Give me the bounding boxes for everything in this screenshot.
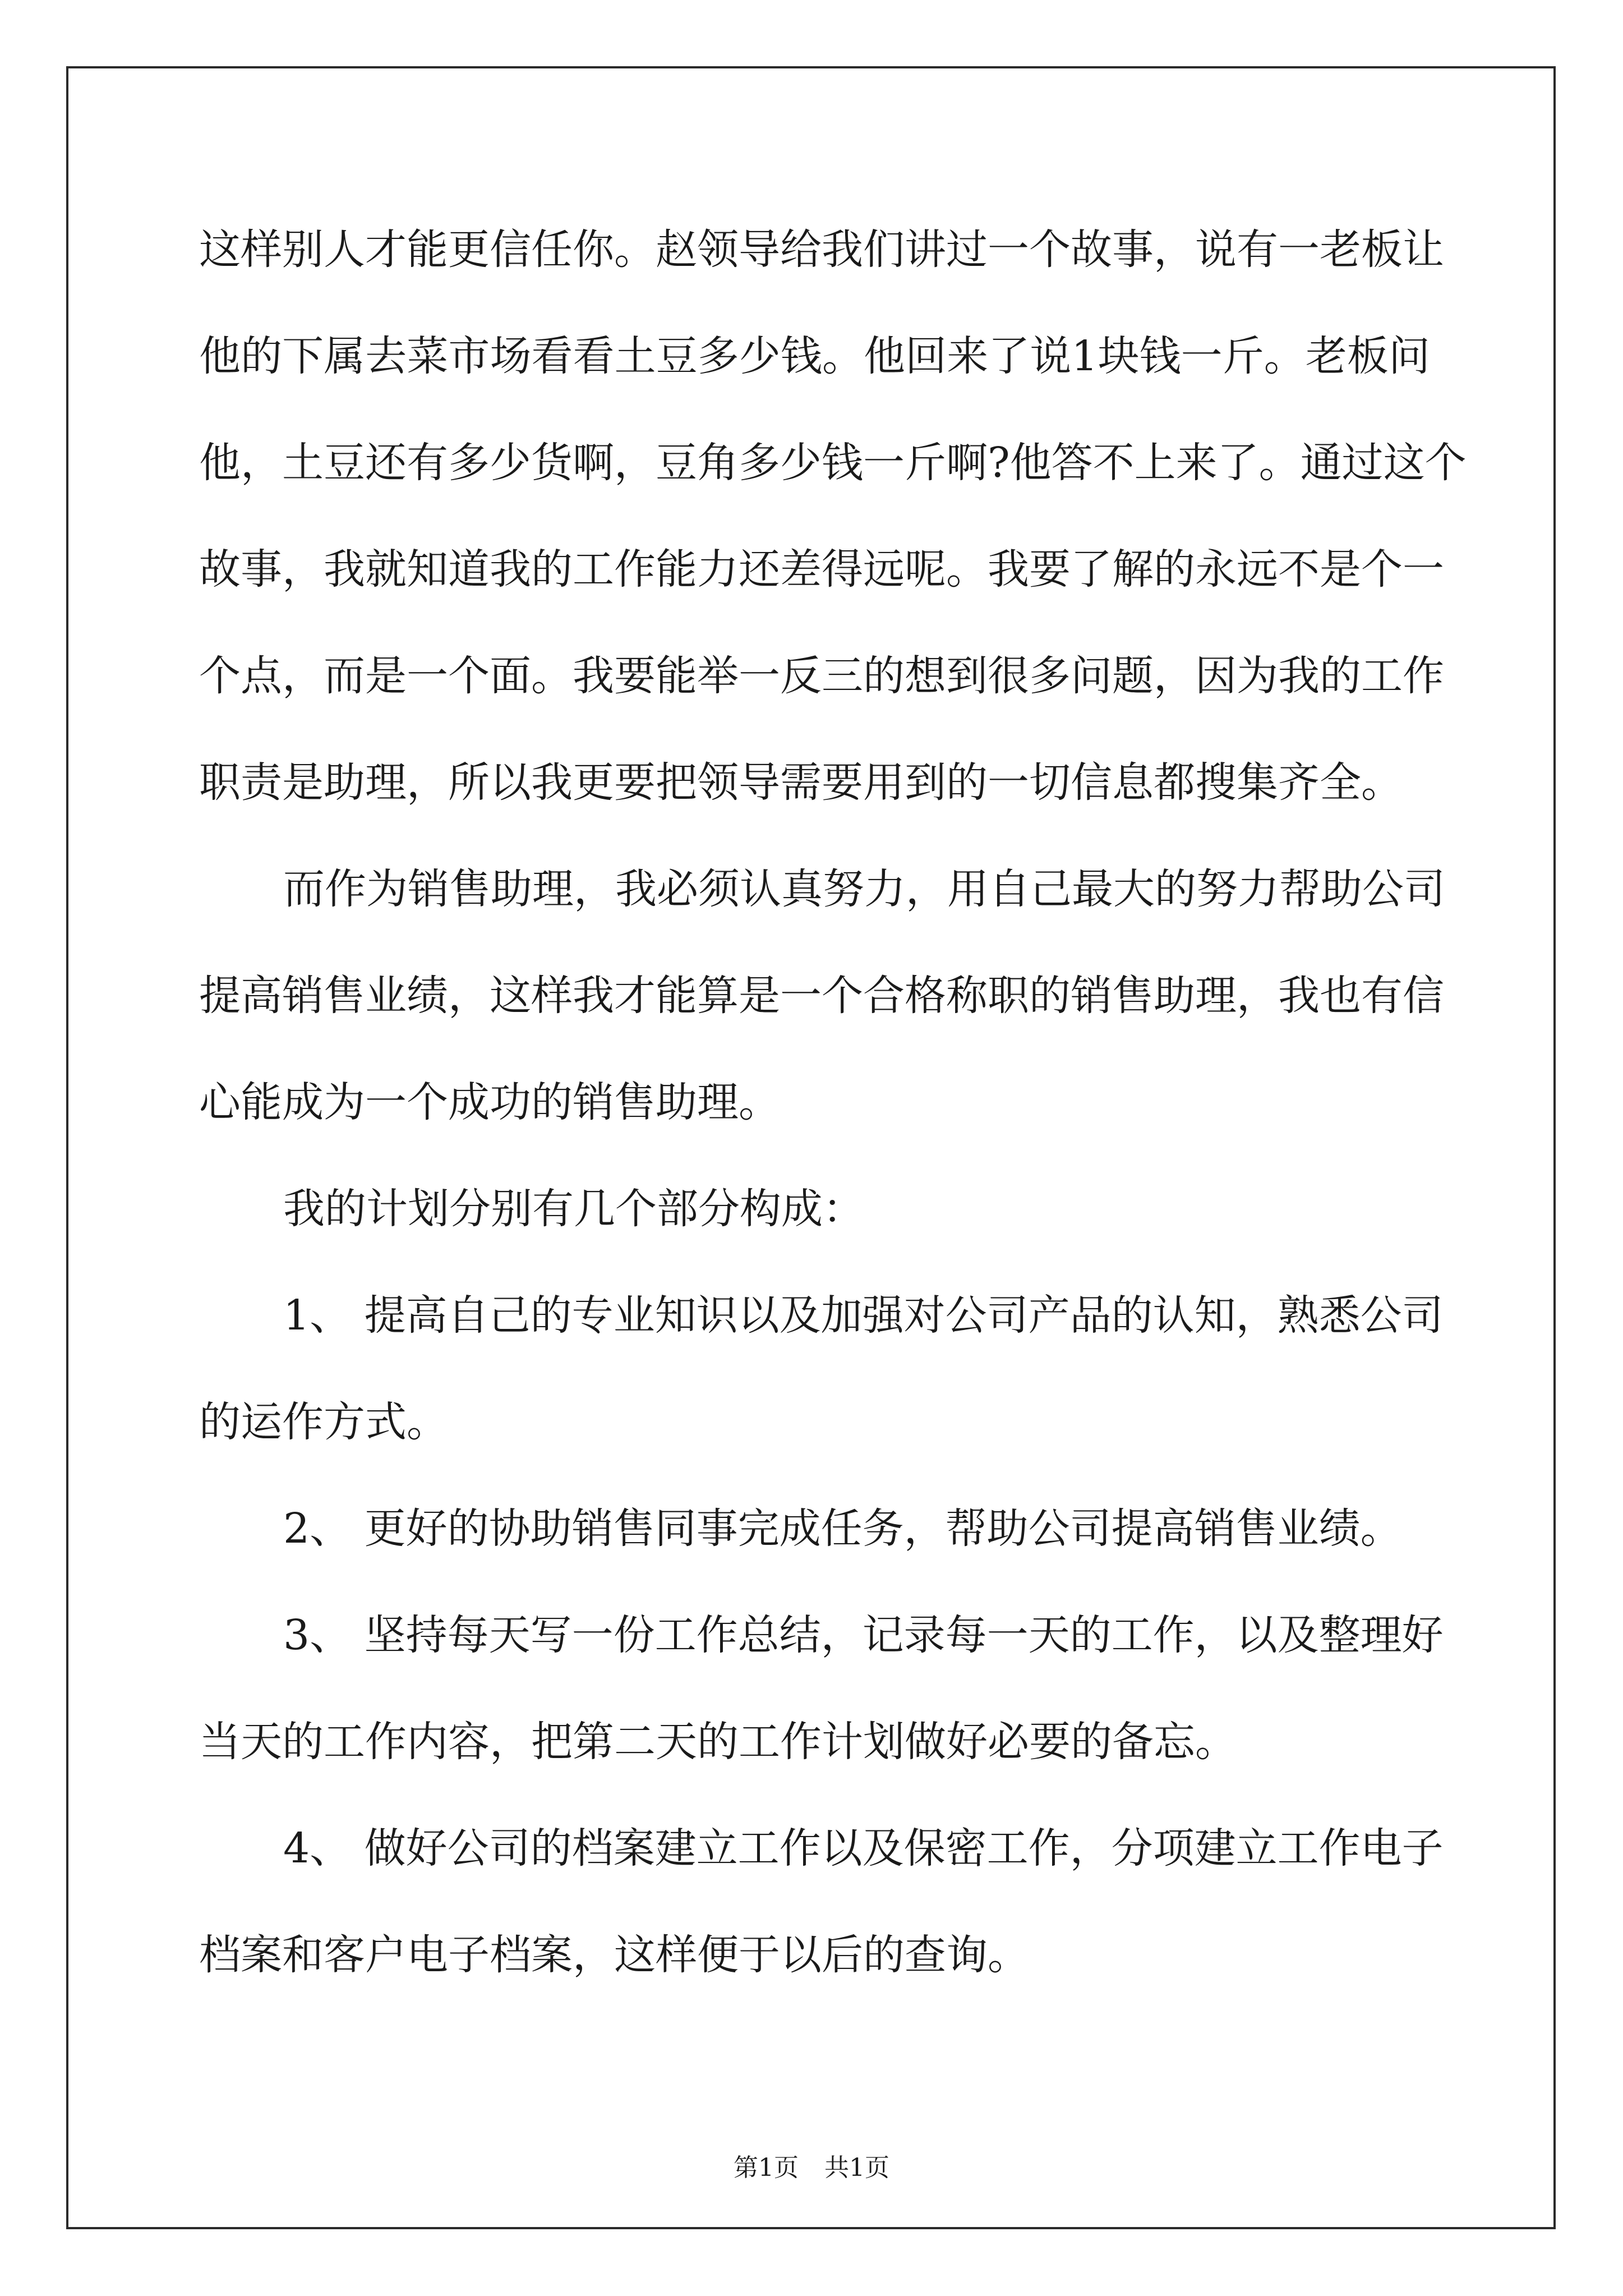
text-line: 他，土豆还有多少货啊，豆角多少钱一斤啊?他答不上来了。通过这个 — [199, 439, 1467, 487]
list-item-2: 2、 更好的协助销售同事完成任务，帮助公司提高销售业绩。 — [283, 1504, 1402, 1553]
text-line: 我的计划分别有几个部分构成： — [283, 1185, 864, 1233]
text-line: 档案和客户电子档案，这样便于以后的查询。 — [199, 1931, 1029, 1979]
text-line: 个点，而是一个面。我要能举一反三的想到很多问题，因为我的工作 — [199, 652, 1444, 700]
page-footer — [0, 2151, 1623, 2185]
text-line: 的运作方式。 — [199, 1398, 448, 1446]
text-line: 职责是助理，所以我更要把领导需要用到的一切信息都搜集齐全。 — [199, 758, 1403, 807]
list-item-3: 3、 坚持每天写一份工作总结，记录每一天的工作，以及整理好 — [283, 1611, 1444, 1659]
text-line: 提高销售业绩，这样我才能算是一个合格称职的销售助理，我也有信 — [199, 972, 1444, 1020]
list-item-4: 4、 做好公司的档案建立工作以及保密工作，分项建立工作电子 — [283, 1824, 1444, 1872]
text-line: 这样别人才能更信任你。赵领导给我们讲过一个故事，说有一老板让 — [199, 226, 1444, 274]
text-line: 故事，我就知道我的工作能力还差得远呢。我要了解的永远不是个一 — [199, 545, 1444, 593]
page-total: 共1页 — [824, 2154, 889, 2182]
page-number: 第1页 — [734, 2154, 799, 2182]
list-item-1: 1、 提高自己的专业知识以及加强对公司产品的认知，熟悉公司 — [283, 1291, 1444, 1340]
text-line: 当天的工作内容，把第二天的工作计划做好必要的备忘。 — [199, 1718, 1237, 1766]
text-line: 而作为销售助理，我必须认真努力，用自己最大的努力帮助公司 — [283, 865, 1445, 913]
text-line: 他的下属去菜市场看看土豆多少钱。他回来了说1块钱一斤。老板问 — [199, 332, 1430, 380]
page-border — [66, 66, 1556, 2229]
text-line: 心能成为一个成功的销售助理。 — [199, 1078, 780, 1126]
